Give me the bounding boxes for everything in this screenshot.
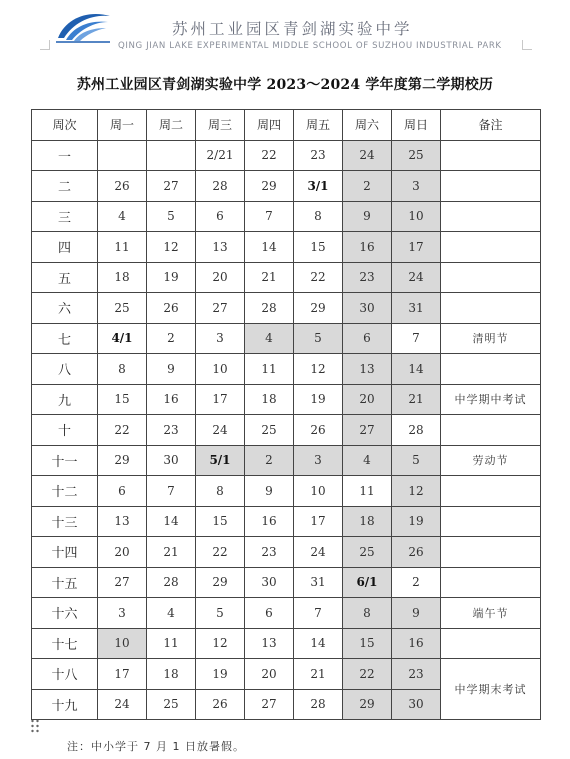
note-cell: 端午节 bbox=[441, 598, 541, 629]
day-cell: 18 bbox=[343, 506, 392, 537]
week-row bbox=[32, 659, 541, 690]
day-cell: 5 bbox=[147, 201, 196, 232]
day-cell: 2 bbox=[343, 171, 392, 202]
day-cell: 22 bbox=[196, 537, 245, 568]
day-cell: 8 bbox=[98, 354, 147, 385]
day-cell: 22 bbox=[245, 140, 294, 171]
day-cell: 4 bbox=[147, 598, 196, 629]
day-cell: 19 bbox=[294, 384, 343, 415]
day-cell: 22 bbox=[343, 659, 392, 690]
day-cell: 27 bbox=[147, 171, 196, 202]
day-cell: 7 bbox=[294, 598, 343, 629]
letterhead bbox=[0, 0, 570, 60]
day-cell: 23 bbox=[294, 140, 343, 171]
crop-mark-left bbox=[40, 40, 50, 50]
day-cell: 18 bbox=[147, 659, 196, 690]
note-cell: 劳动节 bbox=[441, 445, 541, 476]
day-cell: 28 bbox=[147, 567, 196, 598]
week-row bbox=[32, 293, 541, 324]
day-cell: 26 bbox=[147, 293, 196, 324]
day-cell: 5 bbox=[294, 323, 343, 354]
day-cell: 24 bbox=[196, 415, 245, 446]
week-number: 十二 bbox=[32, 476, 98, 507]
week-row bbox=[32, 415, 541, 446]
header-row bbox=[32, 110, 541, 141]
day-cell: 21 bbox=[147, 537, 196, 568]
day-cell: 14 bbox=[147, 506, 196, 537]
day-cell: 17 bbox=[196, 384, 245, 415]
day-cell: 12 bbox=[392, 476, 441, 507]
week-number: 五 bbox=[32, 262, 98, 293]
note-cell: 中学期中考试 bbox=[441, 384, 541, 415]
day-cell: 24 bbox=[294, 537, 343, 568]
day-cell: 2 bbox=[147, 323, 196, 354]
day-cell: 23 bbox=[245, 537, 294, 568]
day-cell bbox=[98, 140, 147, 171]
day-cell: 16 bbox=[245, 506, 294, 537]
week-row bbox=[32, 262, 541, 293]
day-cell: 24 bbox=[98, 689, 147, 720]
day-cell: 16 bbox=[147, 384, 196, 415]
week-row bbox=[32, 323, 541, 354]
day-cell: 10 bbox=[294, 476, 343, 507]
day-cell: 25 bbox=[392, 140, 441, 171]
week-number: 十四 bbox=[32, 537, 98, 568]
day-cell: 11 bbox=[245, 354, 294, 385]
note-cell: 中学期末考试 bbox=[441, 659, 541, 720]
day-cell: 10 bbox=[392, 201, 441, 232]
day-cell: 12 bbox=[294, 354, 343, 385]
week-row bbox=[32, 354, 541, 385]
day-cell: 23 bbox=[392, 659, 441, 690]
day-cell: 12 bbox=[147, 232, 196, 263]
day-cell: 24 bbox=[392, 262, 441, 293]
week-row bbox=[32, 628, 541, 659]
day-cell: 20 bbox=[98, 537, 147, 568]
week-number: 四 bbox=[32, 232, 98, 263]
day-cell: 11 bbox=[98, 232, 147, 263]
day-cell: 2/21 bbox=[196, 140, 245, 171]
week-row bbox=[32, 384, 541, 415]
day-cell: 2 bbox=[245, 445, 294, 476]
page-title: 苏州工业园区青剑湖实验中学 2023～2024 学年度第二学期校历 bbox=[76, 77, 494, 93]
day-cell: 28 bbox=[294, 689, 343, 720]
day-cell: 6/1 bbox=[343, 567, 392, 598]
week-row bbox=[32, 232, 541, 263]
day-cell: 13 bbox=[343, 354, 392, 385]
column-header: 周三 bbox=[196, 110, 245, 141]
day-cell: 3 bbox=[294, 445, 343, 476]
week-number: 三 bbox=[32, 201, 98, 232]
day-cell: 13 bbox=[196, 232, 245, 263]
day-cell: 10 bbox=[196, 354, 245, 385]
drag-handle-icon[interactable] bbox=[30, 718, 40, 734]
day-cell: 4 bbox=[98, 201, 147, 232]
day-cell: 19 bbox=[196, 659, 245, 690]
week-number: 一 bbox=[32, 140, 98, 171]
day-cell: 9 bbox=[343, 201, 392, 232]
day-cell: 11 bbox=[147, 628, 196, 659]
day-cell: 29 bbox=[245, 171, 294, 202]
day-cell: 18 bbox=[245, 384, 294, 415]
column-header: 周一 bbox=[98, 110, 147, 141]
day-cell: 8 bbox=[294, 201, 343, 232]
day-cell: 26 bbox=[98, 171, 147, 202]
note-cell bbox=[441, 506, 541, 537]
day-cell: 20 bbox=[196, 262, 245, 293]
day-cell: 11 bbox=[343, 476, 392, 507]
week-number: 十一 bbox=[32, 445, 98, 476]
day-cell: 25 bbox=[343, 537, 392, 568]
day-cell: 9 bbox=[392, 598, 441, 629]
day-cell: 6 bbox=[196, 201, 245, 232]
note-cell bbox=[441, 537, 541, 568]
day-cell: 30 bbox=[147, 445, 196, 476]
day-cell: 2 bbox=[392, 567, 441, 598]
day-cell: 30 bbox=[392, 689, 441, 720]
note-cell bbox=[441, 415, 541, 446]
day-cell: 20 bbox=[343, 384, 392, 415]
day-cell: 28 bbox=[392, 415, 441, 446]
day-cell: 6 bbox=[98, 476, 147, 507]
day-cell: 21 bbox=[294, 659, 343, 690]
day-cell: 3 bbox=[98, 598, 147, 629]
day-cell: 26 bbox=[196, 689, 245, 720]
day-cell: 15 bbox=[343, 628, 392, 659]
column-header: 周五 bbox=[294, 110, 343, 141]
day-cell: 19 bbox=[147, 262, 196, 293]
note-cell bbox=[441, 171, 541, 202]
day-cell: 31 bbox=[392, 293, 441, 324]
day-cell: 8 bbox=[196, 476, 245, 507]
week-row bbox=[32, 537, 541, 568]
day-cell: 29 bbox=[343, 689, 392, 720]
day-cell: 5/1 bbox=[196, 445, 245, 476]
week-row bbox=[32, 445, 541, 476]
week-number: 七 bbox=[32, 323, 98, 354]
day-cell: 28 bbox=[196, 171, 245, 202]
day-cell: 29 bbox=[294, 293, 343, 324]
day-cell: 9 bbox=[147, 354, 196, 385]
column-header: 周六 bbox=[343, 110, 392, 141]
day-cell: 29 bbox=[196, 567, 245, 598]
week-number: 十 bbox=[32, 415, 98, 446]
footnote: 注：中小学于 7 月 1 日放暑假。 bbox=[67, 740, 245, 753]
crop-mark-right bbox=[522, 40, 532, 50]
note-cell bbox=[441, 201, 541, 232]
day-cell: 6 bbox=[245, 598, 294, 629]
day-cell: 21 bbox=[245, 262, 294, 293]
day-cell bbox=[147, 140, 196, 171]
day-cell: 28 bbox=[245, 293, 294, 324]
note-cell bbox=[441, 628, 541, 659]
day-cell: 19 bbox=[392, 506, 441, 537]
week-number: 六 bbox=[32, 293, 98, 324]
day-cell: 16 bbox=[343, 232, 392, 263]
column-header: 周二 bbox=[147, 110, 196, 141]
day-cell: 30 bbox=[343, 293, 392, 324]
day-cell: 25 bbox=[245, 415, 294, 446]
day-cell: 25 bbox=[98, 293, 147, 324]
day-cell: 7 bbox=[392, 323, 441, 354]
column-header: 周四 bbox=[245, 110, 294, 141]
day-cell: 18 bbox=[98, 262, 147, 293]
day-cell: 29 bbox=[98, 445, 147, 476]
day-cell: 26 bbox=[392, 537, 441, 568]
day-cell: 4 bbox=[245, 323, 294, 354]
day-cell: 27 bbox=[245, 689, 294, 720]
day-cell: 10 bbox=[98, 628, 147, 659]
day-cell: 17 bbox=[98, 659, 147, 690]
day-cell: 14 bbox=[245, 232, 294, 263]
day-cell: 30 bbox=[245, 567, 294, 598]
day-cell: 3 bbox=[392, 171, 441, 202]
week-number: 十七 bbox=[32, 628, 98, 659]
day-cell: 24 bbox=[343, 140, 392, 171]
week-row bbox=[32, 506, 541, 537]
week-row bbox=[32, 171, 541, 202]
day-cell: 15 bbox=[98, 384, 147, 415]
note-cell bbox=[441, 354, 541, 385]
day-cell: 13 bbox=[245, 628, 294, 659]
week-number: 十八 bbox=[32, 659, 98, 690]
week-number: 十六 bbox=[32, 598, 98, 629]
note-cell bbox=[441, 232, 541, 263]
note-cell bbox=[441, 140, 541, 171]
day-cell: 17 bbox=[392, 232, 441, 263]
column-header: 备注 bbox=[441, 110, 541, 141]
day-cell: 14 bbox=[392, 354, 441, 385]
day-cell: 26 bbox=[294, 415, 343, 446]
day-cell: 27 bbox=[343, 415, 392, 446]
day-cell: 4/1 bbox=[98, 323, 147, 354]
week-number: 十九 bbox=[32, 689, 98, 720]
week-row bbox=[32, 598, 541, 629]
day-cell: 27 bbox=[196, 293, 245, 324]
week-number: 十三 bbox=[32, 506, 98, 537]
school-calendar-table bbox=[31, 109, 541, 720]
day-cell: 5 bbox=[196, 598, 245, 629]
day-cell: 14 bbox=[294, 628, 343, 659]
day-cell: 16 bbox=[392, 628, 441, 659]
week-number: 十五 bbox=[32, 567, 98, 598]
day-cell: 4 bbox=[343, 445, 392, 476]
week-row bbox=[32, 140, 541, 171]
note-cell bbox=[441, 262, 541, 293]
week-row bbox=[32, 201, 541, 232]
day-cell: 31 bbox=[294, 567, 343, 598]
day-cell: 13 bbox=[98, 506, 147, 537]
day-cell: 7 bbox=[245, 201, 294, 232]
day-cell: 15 bbox=[294, 232, 343, 263]
school-emblem-icon bbox=[52, 8, 114, 48]
day-cell: 7 bbox=[147, 476, 196, 507]
day-cell: 3 bbox=[196, 323, 245, 354]
column-header: 周日 bbox=[392, 110, 441, 141]
day-cell: 23 bbox=[147, 415, 196, 446]
note-cell bbox=[441, 567, 541, 598]
day-cell: 12 bbox=[196, 628, 245, 659]
day-cell: 22 bbox=[98, 415, 147, 446]
day-cell: 15 bbox=[196, 506, 245, 537]
day-cell: 27 bbox=[98, 567, 147, 598]
day-cell: 3/1 bbox=[294, 171, 343, 202]
week-number: 八 bbox=[32, 354, 98, 385]
day-cell: 5 bbox=[392, 445, 441, 476]
school-name-cn: 苏州工业园区青剑湖实验中学 bbox=[172, 20, 413, 38]
week-row bbox=[32, 567, 541, 598]
day-cell: 23 bbox=[343, 262, 392, 293]
column-header: 周次 bbox=[32, 110, 98, 141]
day-cell: 9 bbox=[245, 476, 294, 507]
week-row bbox=[32, 476, 541, 507]
day-cell: 22 bbox=[294, 262, 343, 293]
day-cell: 8 bbox=[343, 598, 392, 629]
school-name-en: QING JIAN LAKE EXPERIMENTAL MIDDLE SCHOOL OF SUZHOU INDUSTRIAL PARK bbox=[118, 41, 502, 51]
day-cell: 21 bbox=[392, 384, 441, 415]
note-cell bbox=[441, 293, 541, 324]
note-cell: 清明节 bbox=[441, 323, 541, 354]
day-cell: 25 bbox=[147, 689, 196, 720]
day-cell: 17 bbox=[294, 506, 343, 537]
week-number: 九 bbox=[32, 384, 98, 415]
week-number: 二 bbox=[32, 171, 98, 202]
day-cell: 20 bbox=[245, 659, 294, 690]
note-cell bbox=[441, 476, 541, 507]
day-cell: 6 bbox=[343, 323, 392, 354]
